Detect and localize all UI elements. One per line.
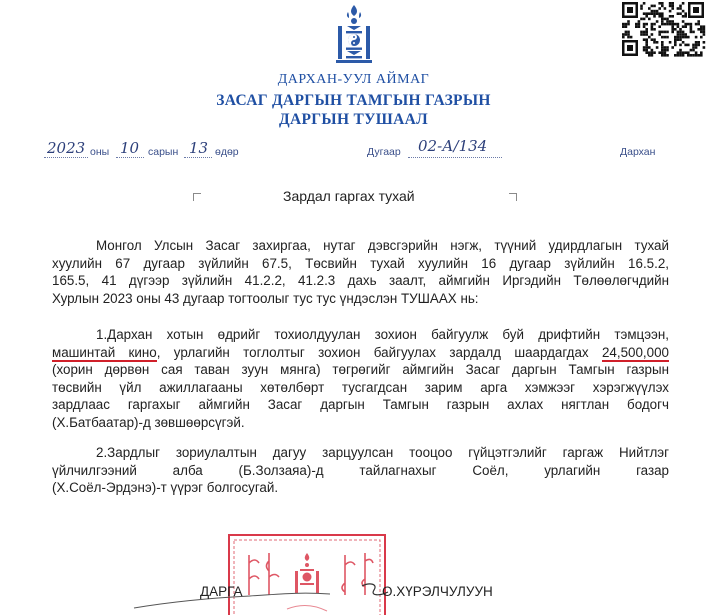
preamble-line: хуулийн 67 дугаар зүйлийн 67.5, Төсвийн тухай хуулийн 16 дугаар зүйлийн 16.5.2, [52,255,669,271]
date-day: 13 [189,139,209,157]
preamble-line: Монгол Улсын Засаг захиргаа, нутаг дэвсгэрийн нэгж, түүний удирдлагын тухай [96,238,669,253]
order-number: 02-А/134 [418,137,488,155]
highlight-amount: 24,500,000 [601,344,669,360]
date-year-suffix: оны [90,146,110,158]
place-name: Дархан [620,146,656,158]
date-year-underline [44,157,88,158]
preamble-line: 165.5, 41 дүгээр зүйлийн 41.2.2, 41.2.3 дахь заалт, аймгийн Иргэдийн Төлөөлөгчдийн [52,273,669,289]
signatory-title: ДАРГА [200,584,243,599]
item-1-line: төсвийн үйл ажиллагааны хөтөлбөрт тусгагдсан зарим арга хэмжээг хэрэгжүүлэх [52,379,669,395]
date-day-underline [184,157,212,158]
highlight-mobile-cinema: машинтай кино [52,344,157,360]
preamble-line: Хурлын 2023 оны 43 дугаар тогтоолыг тус тус үндэслэн ТУШААХ нь: [52,290,479,306]
order-number-underline [408,157,502,158]
preamble-paragraph [52,237,669,307]
item-1-line: зардлаас гаргахыг аймгийн Засаг даргын Тамгын газрын ахлах нягтлан бодогч [52,397,669,413]
item-2-line: (Х.Соёл-Эрдэнэ)-т үүрэг болгосугай. [52,480,279,496]
date-day-suffix: өдөр [215,146,239,158]
handwritten-signature [130,572,410,612]
item-2-line: 2.Зардлыг зориулалтын дагуу зарцуулсан тооцоо гүйцэтгэлийг гаргаж Нийтлэг [96,445,669,460]
qr-code-icon [620,0,706,58]
header-office: ЗАСАГ ДАРГЫН ТАМГЫН ГАЗРЫН [216,92,491,109]
date-month: 10 [120,139,140,157]
title-corner-left [193,193,201,201]
item-2-line: үйлчилгээний алба (Б.Золзаяа)-д тайлагнахыг Соёл, урлагийн газар [52,462,669,478]
date-month-suffix: сарын [148,146,179,158]
soyombo-emblem-icon [333,4,375,66]
date-month-underline [116,157,144,158]
item-1-line: (хорин дөрвөн сая таван зуун мянга) төгрөгийг аймгийн Засаг даргын Тамгын газрын [52,362,669,378]
header-province: ДАРХАН-УУЛ АЙМАГ [277,72,430,87]
document-title: Зардал гаргах тухай [283,188,415,204]
item-1-paragraph [52,326,669,432]
item-1-line: 1.Дархан хотын өдрийг тохиолдуулан зохион байгуулж буй дрифтийн тэмцээн, [96,327,669,342]
item-1-line: (Х.Батбаатар)-д зөвшөөрсүгэй. [52,414,245,430]
signatory-name: О.ХҮРЭЛЧУЛУУН [382,584,493,599]
item-1-line-highlighted: машинтай кино, урлагийн тоглолтыг зохион байгуулах зардалд шаардагдах 24,500,000 [52,344,669,360]
header-order-type: ДАРГЫН ТУШААЛ [279,111,428,128]
title-corner-right [509,193,517,201]
date-year: 2023 [47,139,86,157]
order-number-label: Дугаар [367,146,401,158]
item-2-paragraph [52,444,669,497]
